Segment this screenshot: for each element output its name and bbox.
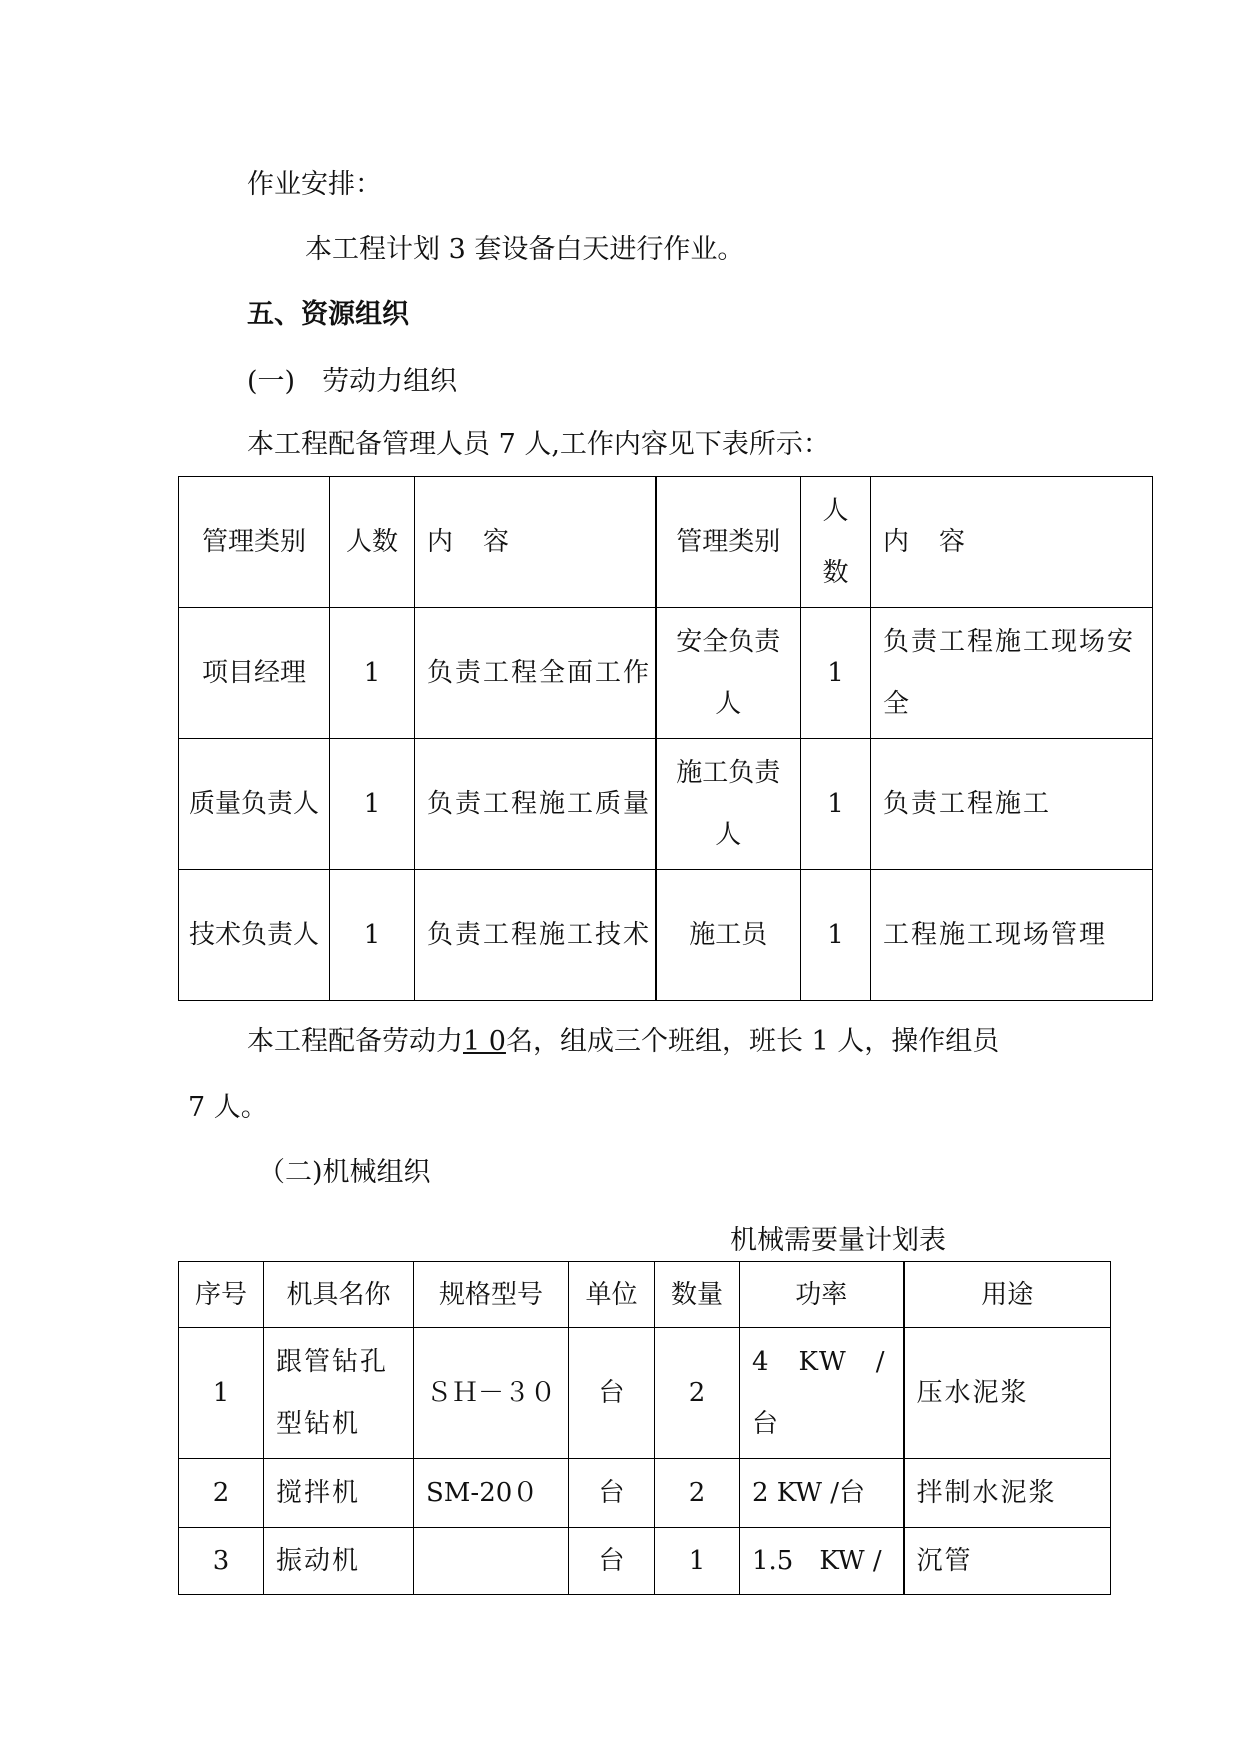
model-cell: ＳＨ－３０ [414, 1328, 569, 1459]
unit-cell: 台 [569, 1528, 655, 1595]
header-cell: 规格型号 [414, 1262, 569, 1328]
table-header-row [179, 477, 1153, 608]
header-cell: 用途 [904, 1262, 1111, 1328]
use-cell: 沉管 [904, 1528, 1111, 1595]
name-cell: 振动机 [264, 1528, 414, 1595]
category-cell: 安全负责人 [656, 608, 801, 739]
work-arrangement-label: 作业安排： [247, 169, 382, 200]
use-cell: 压水泥浆 [904, 1328, 1111, 1459]
content-cell: 负责工程施工质量 [415, 739, 656, 870]
content-cell: 负责工程全面工作 [415, 608, 656, 739]
management-table [178, 476, 1153, 1001]
name-cell: 搅拌机 [264, 1459, 414, 1528]
qty-cell: 1 [655, 1528, 740, 1595]
content-cell: 负责工程施工现场安全 [871, 608, 1153, 739]
content-cell: 负责工程施工 [871, 739, 1153, 870]
work-arrangement-text: 本工程计划 3 套设备白天进行作业。 [305, 234, 745, 265]
count-cell: 1 [801, 608, 871, 739]
labor-paragraph [247, 1024, 999, 1060]
table-header-row [179, 1262, 1111, 1328]
header-cell: 序号 [179, 1262, 264, 1328]
header-cell: 管理类别 [179, 477, 330, 608]
category-cell: 质量负责人 [179, 739, 330, 870]
category-cell: 技术负责人 [179, 870, 330, 1001]
header-cell: 数量 [655, 1262, 740, 1328]
header-cell: 机具名你 [264, 1262, 414, 1328]
use-cell: 拌制水泥浆 [904, 1459, 1111, 1528]
header-cell: 内 容 [415, 477, 656, 608]
header-cell: 人数 [801, 477, 871, 608]
labor-heading: (一) 劳动力组织 [247, 366, 458, 397]
header-cell: 内 容 [871, 477, 1153, 608]
count-cell: 1 [330, 870, 415, 1001]
category-cell: 项目经理 [179, 608, 330, 739]
no-cell: 3 [179, 1528, 264, 1595]
header-cell: 单位 [569, 1262, 655, 1328]
header-cell: 管理类别 [656, 477, 801, 608]
header-cell: 功率 [740, 1262, 904, 1328]
power-cell: 1.5 KW / [740, 1528, 904, 1595]
machinery-heading: （二)机械组织 [258, 1157, 431, 1188]
table-row [179, 1528, 1111, 1595]
count-cell: 1 [330, 608, 415, 739]
section-heading: 五、资源组织 [247, 299, 409, 330]
power-cell: 4 KW /台 [740, 1328, 904, 1459]
power-cell: 2 KW /台 [740, 1459, 904, 1528]
category-cell: 施工负责人 [656, 739, 801, 870]
qty-cell: 2 [655, 1459, 740, 1528]
table-row [179, 1328, 1111, 1459]
no-cell: 1 [179, 1328, 264, 1459]
table-row [179, 870, 1153, 1001]
model-cell [414, 1528, 569, 1595]
no-cell: 2 [179, 1459, 264, 1528]
category-cell: 施工员 [656, 870, 801, 1001]
count-cell: 1 [330, 739, 415, 870]
content-cell: 负责工程施工技术 [415, 870, 656, 1001]
model-cell: SM-20０ [414, 1459, 569, 1528]
qty-cell: 2 [655, 1328, 740, 1459]
table-row [179, 739, 1153, 870]
labor-text-continued: 7 人。 [188, 1092, 268, 1123]
count-cell: 1 [801, 739, 871, 870]
machinery-table-title: 机械需要量计划表 [730, 1225, 946, 1256]
labor-text-after: 名，组成三个班组，班长 1 人，操作组员 [505, 1026, 1000, 1057]
content-cell: 工程施工现场管理 [871, 870, 1153, 1001]
table-row [179, 1459, 1111, 1528]
labor-count: 1 0 [463, 1026, 506, 1057]
header-cell: 人数 [330, 477, 415, 608]
unit-cell: 台 [569, 1328, 655, 1459]
count-cell: 1 [801, 870, 871, 1001]
unit-cell: 台 [569, 1459, 655, 1528]
machinery-table [178, 1261, 1111, 1595]
labor-text-before: 本工程配备劳动力 [247, 1026, 463, 1057]
management-intro: 本工程配备管理人员 7 人,工作内容见下表所示： [247, 429, 830, 460]
name-cell: 跟管钻孔型钻机 [264, 1328, 414, 1459]
table-row [179, 608, 1153, 739]
